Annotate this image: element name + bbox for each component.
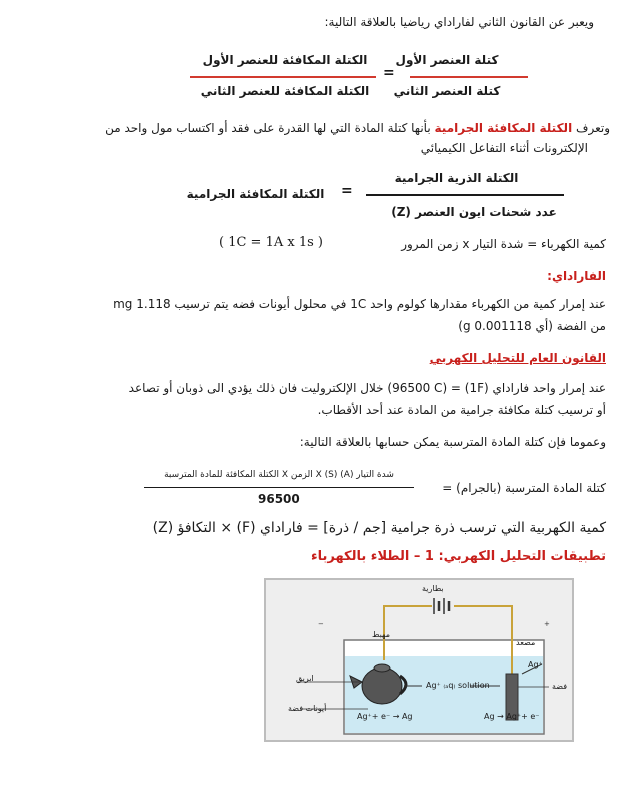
intro-text: ويعبر عن القانون الثاني لفاراداي رياضيا بالعلاقة التالية:	[324, 15, 594, 29]
equivalent-numerator: الكتلة الذرية الجرامية	[394, 171, 519, 185]
ratio-left-numerator: كتلة العنصر الأول	[395, 53, 499, 67]
anode-label: مصعد	[516, 638, 536, 647]
solution-label: Ag⁺ ₍ₐq₎ solution	[426, 681, 490, 690]
ratio-right-fraction-line	[190, 76, 376, 78]
mass-formula-lhs: كتلة المادة المترسبة (بالجرام) =	[442, 481, 606, 495]
charge-units: ( 1C = 1A x 1s )	[219, 235, 323, 250]
definition-term: الكتلة المكافئة الجرامية	[434, 121, 573, 135]
silver-ions-label: أيونات فضة	[288, 704, 327, 713]
ratio-left-fraction-line	[410, 76, 528, 78]
battery-label: بطارية	[422, 584, 444, 593]
charge-text: كمية الكهرباء = شدة التيار x زمن المرور	[401, 237, 606, 251]
reaction-left-label: Ag⁺+ e⁻ → Ag	[357, 712, 413, 721]
general-calc-text: وعموما فإن كتلة المادة المترسبة يمكن حسابها بالعلاقة التالية:	[299, 435, 606, 449]
ratio-equals: =	[383, 65, 395, 81]
general-line-2: أو ترسيب كتلة مكافئة جرامية من المادة عند أحد الأقطاب.	[317, 403, 606, 417]
mass-formula-denominator: 96500	[258, 492, 300, 506]
ratio-left-denominator: كتلة العنصر الثاني	[393, 84, 501, 98]
quantity-line: كمية الكهربية التي ترسب ذرة جرامية [جم / ذرة] = فاراداي (F) × التكافؤ (Z)	[152, 520, 606, 536]
equivalent-denominator: عدد شحنات ايون العنصر (Z)	[391, 205, 557, 219]
mass-formula-fraction-line	[144, 487, 414, 488]
reaction-right-label: Ag → Ag⁺+ e⁻	[484, 712, 540, 721]
equivalent-equals: =	[341, 183, 353, 199]
faraday-heading: الفاراداي:	[547, 269, 606, 283]
ag-plus-label: Ag⁺	[528, 660, 543, 669]
general-line-1: عند إمرار واحد فاراداي (1F) = (96500 C) خلال الإلكتروليت فان ذلك يؤدي الى ذوبان أو تصاعد	[128, 381, 606, 395]
ratio-right-numerator: الكتلة المكافئة للعنصر الأول	[202, 53, 368, 67]
definition-line-1: وتعرف الكتلة المكافئة الجرامية بأنها كتلة المادة التي لها القدرة على فقد أو اكتساب مول واحد من	[105, 121, 610, 135]
silver-label: فضة	[552, 682, 568, 691]
faraday-line-1: عند إمرار كمية من الكهرباء مقدارها كولوم واحد 1C في محلول أيونات فضه يتم ترسيب 1.118 mg	[113, 297, 606, 311]
minus-sign: −	[318, 620, 324, 628]
spoon-label: ابريق	[296, 674, 314, 683]
ratio-right-denominator: الكتلة المكافئة للعنصر الثاني	[200, 84, 370, 98]
definition-line-2: الإلكترونات أثناء التفاعل الكيميائي	[420, 141, 588, 155]
equivalent-lhs: الكتلة المكافئة الجرامية	[186, 187, 325, 201]
equivalent-fraction-line	[366, 194, 564, 196]
mass-formula-numerator: شدة التيار (A) X (S) الزمن X الكتلة المكافئة للمادة المترسبة	[164, 470, 394, 480]
cathode-label: مهبط	[372, 630, 390, 639]
applications-heading: تطبيقات التحليل الكهربي: 1 – الطلاء بالكهرباء	[310, 549, 606, 564]
plus-sign: +	[544, 620, 550, 628]
faraday-line-2: من الفضة (أي 0.001118 g)	[458, 319, 606, 333]
general-heading: القانون العام للتحليل الكهربي	[429, 351, 606, 365]
